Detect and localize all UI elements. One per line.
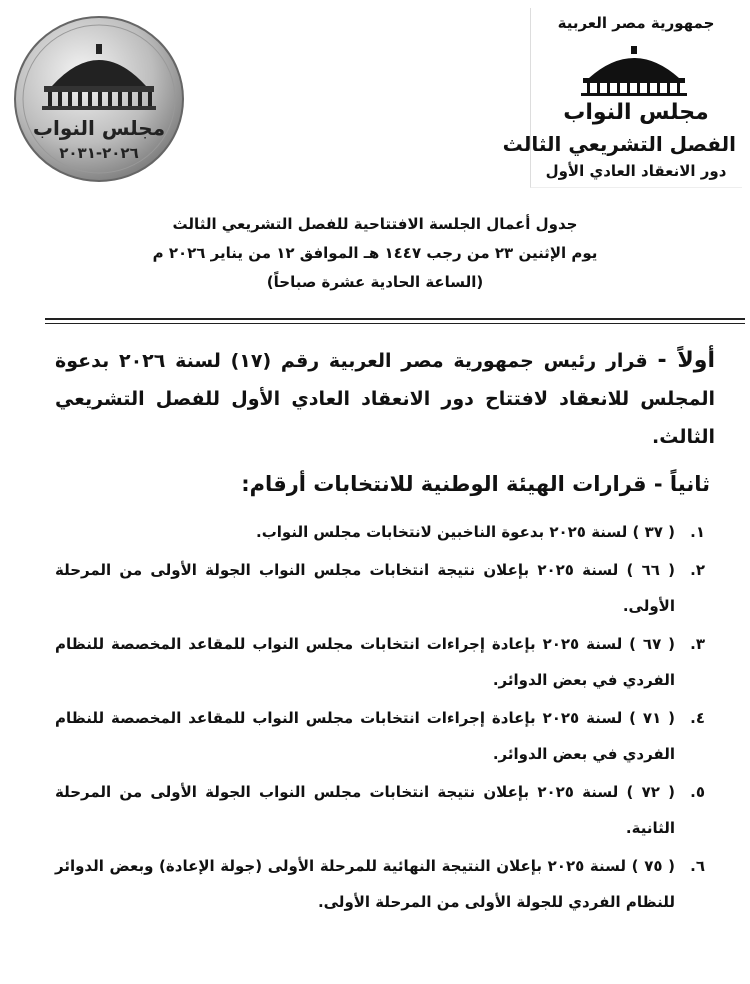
list-item-text: ( ٧٥ ) لسنة ٢٠٢٥ بإعلان النتيجة النهائية للمرحلة الأولى (جولة الإعادة) وبعض الدوائر للنظام الفردي للجولة الأولى من المرحلة الأولى. (55, 857, 676, 911)
letterhead-council: مجلس النواب (563, 100, 709, 125)
list-item-text: ( ٦٦ ) لسنة ٢٠٢٥ بإعلان نتيجة انتخابات مجلس النواب الجولة الأولى من المرحلة الأولى. (55, 561, 676, 615)
list-item (55, 626, 705, 698)
parliament-seal (12, 14, 186, 184)
agenda-header (150, 210, 600, 297)
list-item-number: ٦. (690, 857, 705, 875)
letterhead-logo (502, 8, 742, 188)
dome-icon (579, 42, 689, 98)
list-item-text: ( ٧١ ) لسنة ٢٠٢٥ بإعادة إجراءات انتخابات مجلس النواب للمقاعد المخصصة للنظام الفردي في بعض الدوائر. (55, 709, 676, 763)
agenda-title: جدول أعمال الجلسة الافتتاحية للفصل التشريعي الثالث (172, 215, 578, 233)
letterhead-country: جمهورية مصر العربية (557, 14, 715, 32)
agenda-date: يوم الإثنين ٢٣ من رجب ١٤٤٧ هـ الموافق ١٢ من يناير ٢٠٢٦ م (152, 244, 598, 262)
list-item-text: ( ٣٧ ) لسنة ٢٠٢٥ بدعوة الناخبين لانتخابات مجلس النواب. (256, 523, 675, 541)
header-divider-thin (45, 323, 745, 324)
list-item (55, 848, 705, 920)
decisions-list (55, 514, 705, 922)
agenda-time: (الساعة الحادية عشرة صباحاً) (266, 273, 484, 291)
letterhead-term: الفصل التشريعي الثالث (502, 132, 736, 156)
list-item-number: ١. (690, 523, 705, 541)
list-item (55, 552, 705, 624)
list-item-number: ٤. (690, 709, 705, 727)
list-item (55, 700, 705, 772)
header-divider (45, 318, 745, 320)
seal-years: ٢٠٢٦-٢٠٣١ (59, 144, 139, 162)
list-item (55, 514, 705, 550)
letterhead-session: دور الانعقاد العادي الأول (545, 162, 727, 180)
list-item-number: ٢. (690, 561, 705, 579)
seal-name: مجلس النواب (32, 116, 166, 140)
list-item-number: ٣. (690, 635, 705, 653)
section-first (55, 342, 715, 456)
section-first-text: قرار رئيس جمهورية مصر العربية رقم (١٧) لسنة ٢٠٢٦ بدعوة المجلس للانعقاد لافتتاح دور الانعقاد العادي الأول للفصل التشريعي الثالث. (55, 350, 715, 448)
section-first-heading: أولاً - (657, 348, 715, 373)
list-item-number: ٥. (690, 783, 705, 801)
list-item-text: ( ٦٧ ) لسنة ٢٠٢٥ بإعادة إجراءات انتخابات مجلس النواب للمقاعد المخصصة للنظام الفردي في بعض الدوائر. (55, 635, 676, 689)
list-item-text: ( ٧٢ ) لسنة ٢٠٢٥ بإعلان نتيجة انتخابات مجلس النواب الجولة الأولى من المرحلة الثانية. (55, 783, 676, 837)
section-second-heading: ثانياً - قرارات الهيئة الوطنية للانتخابات أرقام: (241, 472, 710, 496)
list-item (55, 774, 705, 846)
